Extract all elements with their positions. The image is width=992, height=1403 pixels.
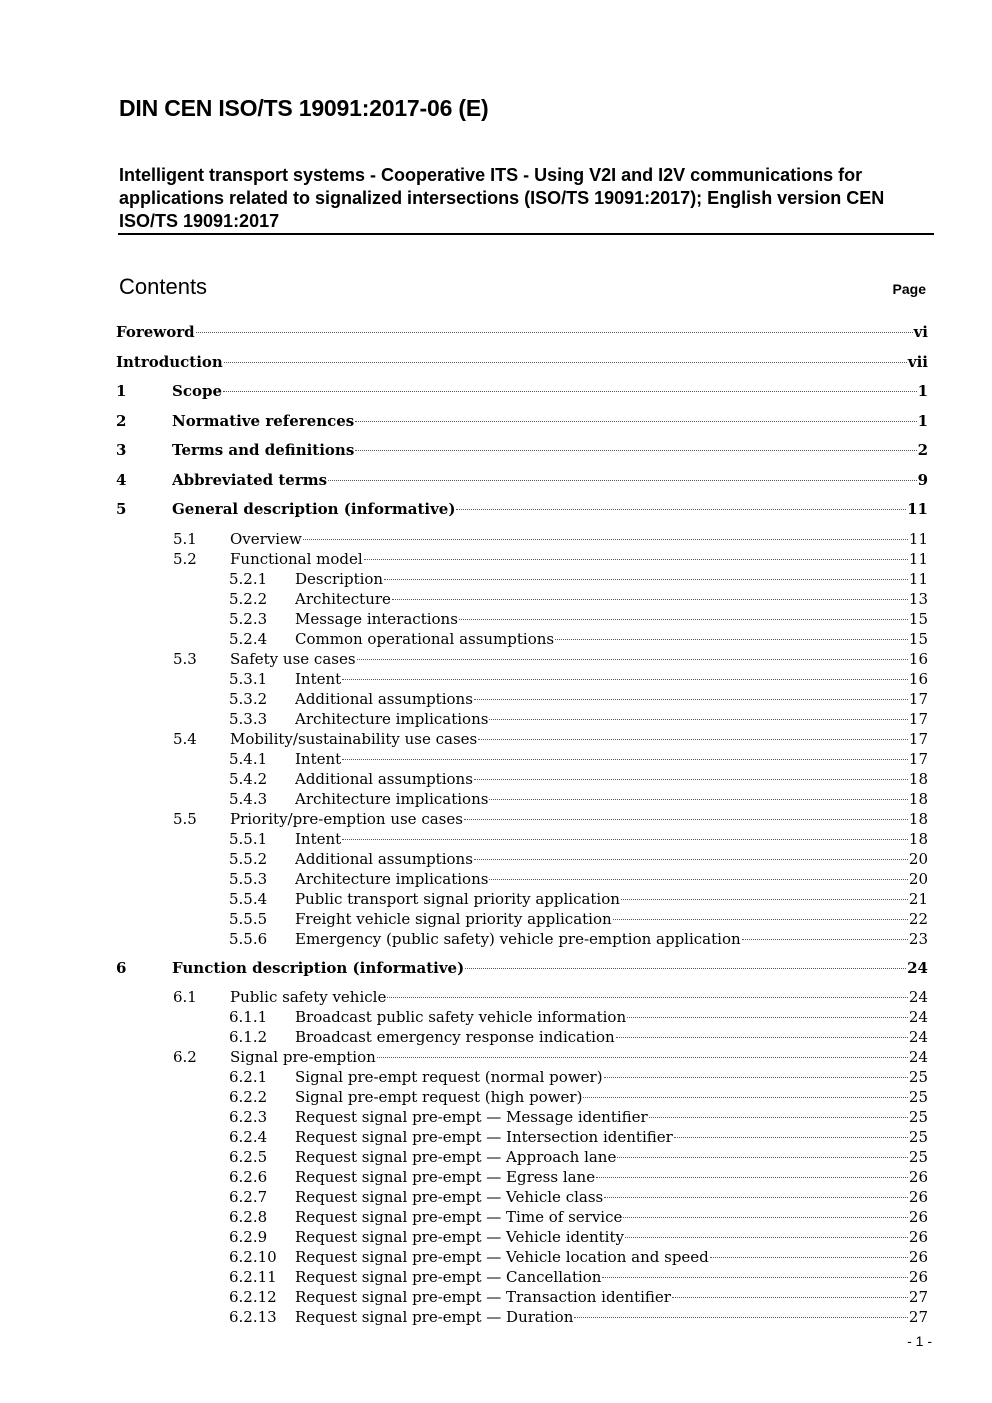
toc-entry[interactable] [116,729,928,749]
toc-entry-label: Public safety vehicle [230,988,387,1006]
toc-dot-leader [377,1057,908,1058]
toc-dot-leader [328,480,916,481]
toc-entry-label: Function description (informative) [172,958,465,977]
toc-entry-page: 24 [908,988,928,1006]
toc-entry[interactable] [116,1167,928,1187]
toc-entry-label: Intent [295,829,342,848]
toc-entry-page: 26 [908,1208,928,1226]
toc-dot-leader [456,509,906,510]
toc-entry-page: 11 [908,569,928,588]
toc-entry-page: 15 [908,629,928,648]
toc-dot-leader [617,1157,908,1158]
toc-entry[interactable] [116,1207,928,1227]
toc-entry[interactable] [116,1007,928,1027]
toc-entry-number: 6.2.10 [229,1248,277,1266]
toc-dot-leader [621,899,908,900]
toc-entry-page: 24 [908,1048,928,1066]
toc-entry-label: Normative references [172,411,355,430]
toc-entry-label: Additional assumptions [295,769,473,788]
toc-entry[interactable] [116,689,928,709]
toc-entry-page: 13 [908,589,928,608]
toc-entry-page: 24 [908,1028,928,1046]
toc-entry[interactable] [116,789,928,809]
toc-entry[interactable] [116,987,928,1007]
toc-entry-number: 5.2.4 [229,629,268,648]
toc-entry-page: vii [907,352,928,371]
table-of-contents [116,322,928,1327]
toc-entry-page: 11 [908,529,928,548]
toc-entry[interactable] [116,629,928,649]
toc-entry-label: Architecture implications [295,789,489,808]
toc-entry-label: Freight vehicle signal priority application [295,909,612,928]
toc-dot-leader [489,879,907,880]
toc-entry-page: 21 [908,889,928,908]
toc-dot-leader [342,679,908,680]
toc-entry[interactable] [116,849,928,869]
toc-dot-leader [604,1197,908,1198]
toc-entry-page: 17 [908,749,928,768]
toc-entry-page: 1 [917,411,928,430]
toc-entry-page: 25 [908,1108,928,1126]
toc-dot-leader [357,659,908,660]
toc-entry-label: Architecture implications [295,709,489,728]
toc-entry[interactable] [116,411,928,441]
toc-entry[interactable] [116,499,928,529]
toc-entry-number: 5.5.4 [229,889,268,908]
toc-dot-leader [604,1077,908,1078]
toc-entry-label: Request signal pre-empt — Vehicle location and speed [295,1248,709,1266]
toc-entry-page: 26 [908,1248,928,1266]
toc-entry-label: Request signal pre-empt — Vehicle class [295,1188,604,1206]
contents-heading: Contents [119,274,208,299]
toc-entry-number: 6.1.1 [229,1008,268,1026]
toc-entry[interactable] [116,1127,928,1147]
toc-entry-page: 1 [917,382,928,400]
toc-entry-label: Foreword [116,323,195,341]
toc-dot-leader [465,968,906,969]
toc-dot-leader [474,779,908,780]
toc-entry-page: 27 [908,1288,928,1306]
toc-dot-leader [478,739,908,740]
toc-entry-label: Abbreviated terms [172,470,328,489]
toc-entry-page: 18 [908,789,928,808]
toc-entry-page: 11 [907,500,928,518]
toc-dot-leader [223,391,917,392]
toc-entry-label: Signal pre-empt request (high power) [295,1088,583,1106]
title-divider [118,233,934,235]
toc-dot-leader [489,799,907,800]
toc-entry-page: 24 [908,1008,928,1026]
toc-entry-number: 1 [116,382,127,400]
toc-entry-label: Request signal pre-empt — Cancellation [295,1268,602,1286]
toc-entry[interactable] [116,1287,928,1307]
toc-entry[interactable] [116,549,928,569]
toc-entry-label: Signal pre-empt request (normal power) [295,1068,603,1086]
toc-entry-label: Request signal pre-empt — Time of service [295,1208,623,1226]
toc-entry-number: 6.2.12 [229,1288,277,1306]
toc-entry[interactable] [116,1187,928,1207]
toc-entry[interactable] [116,958,928,988]
toc-entry-number: 6.2.13 [229,1308,277,1326]
toc-entry-number: 5.5.6 [229,929,268,948]
toc-dot-leader [474,859,908,860]
toc-dot-leader [387,997,908,998]
toc-entry-number: 5.2.3 [229,609,268,628]
toc-entry-label: Request signal pre-empt — Message identifier [295,1108,648,1126]
toc-entry-page: 26 [908,1228,928,1246]
toc-entry[interactable] [116,1047,928,1067]
toc-entry-label: Scope [172,382,223,400]
toc-entry[interactable] [116,709,928,729]
toc-entry-number: 5.3.2 [229,689,268,708]
toc-entry[interactable] [116,1147,928,1167]
toc-entry-label: Additional assumptions [295,689,473,708]
toc-entry-page: 17 [908,689,928,708]
toc-entry-page: 26 [908,1168,928,1186]
toc-entry-label: Intent [295,669,342,688]
toc-entry-number: 5.5.1 [229,829,268,848]
toc-entry[interactable] [116,569,928,589]
toc-dot-leader [224,362,907,363]
toc-entry-page: 17 [908,709,928,728]
toc-entry-number: 6.2.3 [229,1108,268,1126]
toc-entry-label: Mobility/sustainability use cases [230,729,478,748]
toc-entry-number: 6.2.1 [229,1068,268,1086]
toc-entry-number: 3 [116,441,127,459]
toc-entry[interactable] [116,869,928,889]
toc-entry[interactable] [116,669,928,689]
toc-entry-label: Request signal pre-empt — Vehicle identity [295,1228,624,1246]
toc-entry-page: 17 [908,729,928,748]
toc-dot-leader [625,1237,908,1238]
toc-entry-page: 2 [917,441,928,459]
toc-dot-leader [555,639,908,640]
toc-entry-label: Overview [230,529,302,548]
toc-entry-number: 5.2 [173,549,197,568]
toc-entry-number: 6.2.11 [229,1268,277,1286]
toc-entry-number: 5.3.3 [229,709,268,728]
toc-entry[interactable] [116,829,928,849]
toc-entry[interactable] [116,649,928,669]
toc-entry-number: 5.3 [173,649,197,668]
toc-dot-leader [602,1277,907,1278]
toc-entry-number: 5 [116,500,127,518]
toc-dot-leader [464,819,908,820]
toc-entry[interactable] [116,1107,928,1127]
toc-entry[interactable] [116,381,928,411]
toc-entry[interactable] [116,749,928,769]
toc-entry-label: General description (informative) [172,500,456,518]
toc-entry-label: Safety use cases [230,649,356,668]
toc-entry-number: 2 [116,411,127,430]
toc-entry-number: 6.2.2 [229,1088,268,1106]
toc-entry-page: 15 [908,609,928,628]
toc-dot-leader [574,1317,908,1318]
toc-entry[interactable] [116,909,928,929]
toc-entry-number: 6 [116,958,127,977]
toc-dot-leader [583,1097,907,1098]
toc-entry-label: Request signal pre-empt — Egress lane [295,1168,596,1186]
toc-entry-page: 9 [917,470,928,489]
toc-entry-number: 5.2.2 [229,589,268,608]
toc-entry[interactable] [116,1307,928,1327]
toc-entry-page: 23 [908,929,928,948]
toc-entry-label: Public transport signal priority application [295,889,620,908]
toc-entry-number: 6.2.7 [229,1188,268,1206]
toc-dot-leader [674,1137,908,1138]
toc-entry-label: Broadcast public safety vehicle information [295,1008,627,1026]
toc-entry-label: Common operational assumptions [295,629,555,648]
toc-entry-number: 5.5 [173,809,197,828]
toc-entry-page: 24 [907,958,928,977]
toc-entry[interactable] [116,929,928,949]
toc-dot-leader [342,839,908,840]
toc-entry-number: 5.4.3 [229,789,268,808]
toc-dot-leader [489,719,907,720]
toc-entry-number: 5.2.1 [229,569,268,588]
toc-dot-leader [474,699,908,700]
toc-entry-label: Terms and definitions [172,441,355,459]
toc-entry-number: 5.4.2 [229,769,268,788]
toc-entry[interactable] [116,1027,928,1047]
toc-entry-number: 6.1 [173,988,197,1006]
toc-entry-number: 5.4.1 [229,749,268,768]
toc-entry[interactable] [116,1227,928,1247]
toc-dot-leader [596,1177,908,1178]
toc-entry-label: Signal pre-emption [230,1048,376,1066]
page-column-heading: Page [892,281,926,297]
toc-entry-number: 6.2 [173,1048,197,1066]
toc-entry-page: 25 [908,1088,928,1106]
toc-dot-leader [627,1017,908,1018]
toc-dot-leader [742,939,908,940]
toc-dot-leader [459,619,908,620]
toc-entry-page: 18 [908,809,928,828]
toc-entry-page: 25 [908,1148,928,1166]
toc-entry-label: Broadcast emergency response indication [295,1028,615,1046]
toc-entry-label: Request signal pre-empt — Approach lane [295,1148,617,1166]
toc-entry-number: 5.4 [173,729,197,748]
toc-entry-number: 5.5.2 [229,849,268,868]
toc-dot-leader [303,539,908,540]
toc-entry-page: 16 [908,669,928,688]
toc-entry[interactable] [116,1087,928,1107]
toc-dot-leader [672,1297,908,1298]
toc-entry-page: 16 [908,649,928,668]
toc-dot-leader [613,919,908,920]
toc-entry-label: Additional assumptions [295,849,473,868]
toc-dot-leader [364,559,908,560]
toc-entry-number: 5.1 [173,529,197,548]
page-number: - 1 - [907,1333,932,1349]
toc-entry-number: 5.3.1 [229,669,268,688]
toc-entry[interactable] [116,769,928,789]
toc-entry-number: 6.2.5 [229,1148,268,1166]
toc-dot-leader [342,759,908,760]
toc-entry-number: 4 [116,470,127,489]
toc-entry-page: 26 [908,1188,928,1206]
toc-entry[interactable] [116,1267,928,1287]
toc-entry[interactable] [116,589,928,609]
toc-entry-page: vi [913,323,928,341]
toc-dot-leader [649,1117,908,1118]
toc-entry-number: 6.2.9 [229,1228,268,1246]
toc-entry-page: 22 [908,909,928,928]
toc-entry-label: Emergency (public safety) vehicle pre-emption application [295,929,741,948]
toc-entry[interactable] [116,470,928,500]
toc-entry[interactable] [116,609,928,629]
toc-entry[interactable] [116,889,928,909]
toc-entry[interactable] [116,322,928,352]
toc-dot-leader [710,1257,908,1258]
toc-entry-label: Functional model [230,549,363,568]
toc-entry[interactable] [116,440,928,470]
toc-entry-page: 11 [908,549,928,568]
document-subtitle: Intelligent transport systems - Cooperative ITS - Using V2I and I2V communications for applications related to signalized intersections (ISO/TS 19091:2017); English version CEN ISO/TS 19091:2017 [119,165,885,231]
toc-entry-label: Architecture [295,589,391,608]
toc-entry-number: 6.2.4 [229,1128,268,1146]
toc-entry-label: Priority/pre-emption use cases [230,809,463,828]
toc-dot-leader [623,1217,908,1218]
toc-entry[interactable] [116,529,928,549]
toc-entry-number: 6.2.8 [229,1208,268,1226]
toc-entry[interactable] [116,1067,928,1087]
toc-dot-leader [616,1037,908,1038]
toc-entry-page: 27 [908,1308,928,1326]
toc-entry-page: 25 [908,1068,928,1086]
toc-entry[interactable] [116,1247,928,1267]
toc-entry-page: 26 [908,1268,928,1286]
toc-entry-page: 18 [908,769,928,788]
toc-entry-label: Description [295,569,384,588]
toc-entry-page: 18 [908,829,928,848]
toc-dot-leader [355,421,916,422]
toc-entry-label: Request signal pre-empt — Duration [295,1308,574,1326]
toc-dot-leader [355,450,916,451]
toc-entry-label: Request signal pre-empt — Transaction identifier [295,1288,671,1306]
toc-entry-label: Architecture implications [295,869,489,888]
toc-dot-leader [384,579,908,580]
document-title: DIN CEN ISO/TS 19091:2017-06 (E) [119,95,489,121]
toc-entry-number: 6.2.6 [229,1168,268,1186]
toc-dot-leader [392,599,908,600]
toc-entry[interactable] [116,809,928,829]
toc-entry-label: Intent [295,749,342,768]
toc-entry-label: Message interactions [295,609,458,628]
toc-entry[interactable] [116,352,928,382]
toc-entry-number: 5.5.5 [229,909,268,928]
toc-entry-number: 5.5.3 [229,869,268,888]
toc-dot-leader [196,332,913,333]
toc-entry-page: 25 [908,1128,928,1146]
toc-entry-page: 20 [908,869,928,888]
toc-entry-page: 20 [908,849,928,868]
toc-entry-label: Introduction [116,352,223,371]
toc-section-gap [116,949,928,958]
toc-entry-number: 6.1.2 [229,1028,268,1046]
toc-entry-label: Request signal pre-empt — Intersection identifier [295,1128,673,1146]
